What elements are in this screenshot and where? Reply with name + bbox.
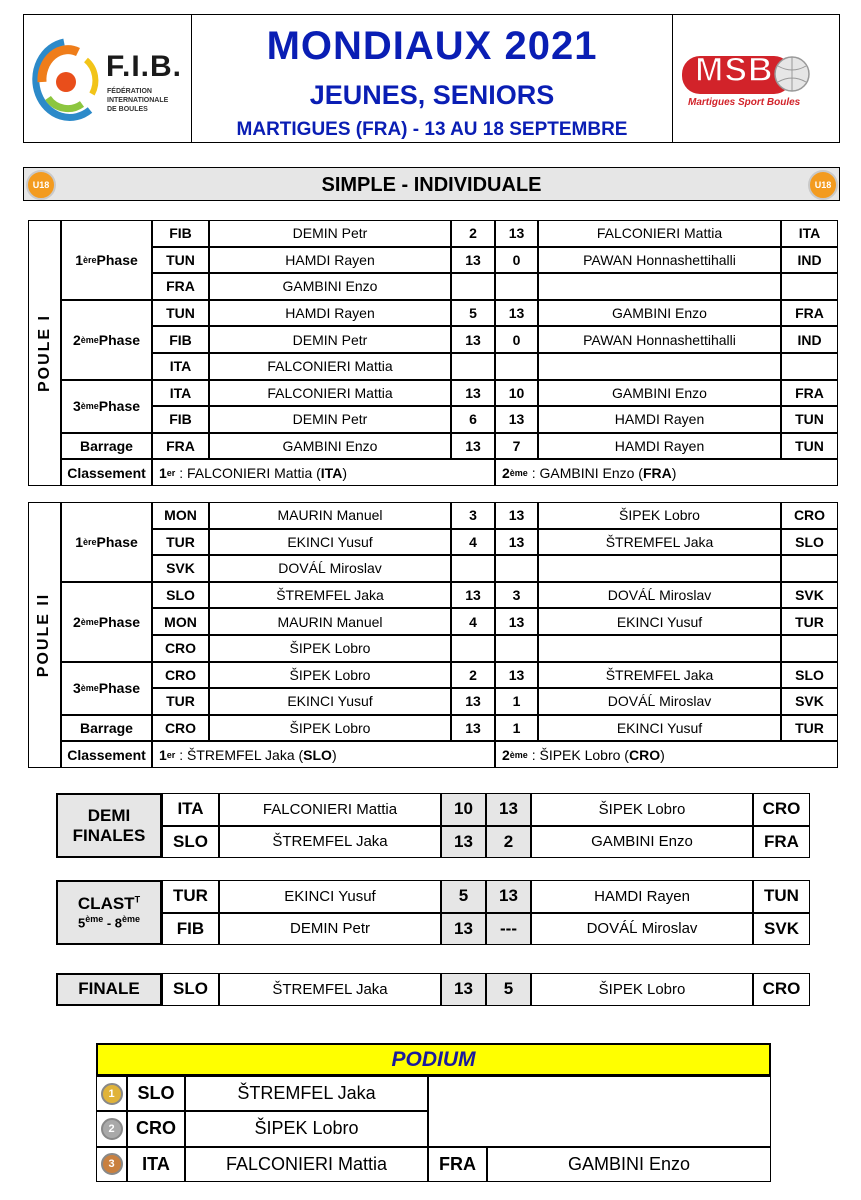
match-country-right: SVK [781,582,838,609]
match-player-left: DOVÁĹ Miroslav [209,555,451,582]
match-player-left: DEMIN Petr [209,326,451,353]
match-score-right [495,635,538,662]
match-score-right: 13 [495,608,538,635]
fib-emblem-icon [28,38,100,122]
match-player-right: HAMDI Rayen [538,406,781,433]
demi-score-right: 13 [486,793,531,826]
podium-player: ŠTREMFEL Jaka [185,1076,428,1111]
match-player-left: ŠTREMFEL Jaka [209,582,451,609]
clast-score-right: --- [486,913,531,946]
match-player-left: HAMDI Rayen [209,300,451,327]
u18-badge-left: U18 [26,170,56,200]
match-player-left: FALCONIERI Mattia [209,380,451,407]
match-player-right: DOVÁĹ Miroslav [538,582,781,609]
match-score-left: 13 [451,688,495,715]
match-player-right: EKINCI Yusuf [538,608,781,635]
match-country-right: CRO [781,502,838,529]
match-country-left: TUN [152,247,209,274]
demi-score-right: 2 [486,826,531,859]
match-score-left: 5 [451,300,495,327]
match-score-left: 6 [451,406,495,433]
phase-label: 2 ème Phase [61,582,152,662]
match-country-left: SLO [152,582,209,609]
msb-logo-subtext: Martigues Sport Boules [688,97,801,108]
match-score-right: 3 [495,582,538,609]
match-country-right [781,555,838,582]
match-player-left: MAURIN Manuel [209,608,451,635]
demi-player-right: ŠIPEK Lobro [531,793,753,826]
match-country-right: IND [781,326,838,353]
demi-country-right: CRO [753,793,810,826]
match-country-right: FRA [781,300,838,327]
match-player-right: GAMBINI Enzo [538,380,781,407]
match-country-left: ITA [152,380,209,407]
match-country-right: ITA [781,220,838,247]
match-score-right: 13 [495,662,538,689]
finale-player-left: ŠTREMFEL Jaka [219,973,441,1006]
match-country-left: FIB [152,326,209,353]
match-player-right [538,555,781,582]
clast-country-right: SVK [753,913,810,946]
match-score-right: 13 [495,406,538,433]
classement-second: 2 ème : ŠIPEK Lobro ( CRO ) [495,741,838,768]
match-score-right: 13 [495,300,538,327]
match-score-right: 13 [495,502,538,529]
match-player-left: GAMBINI Enzo [209,273,451,300]
medal-cell [96,1111,127,1146]
match-country-left: TUR [152,688,209,715]
match-country-right: SLO [781,529,838,556]
classement-label: Classement [61,459,152,486]
match-score-left: 4 [451,608,495,635]
medal-3-icon: 3 [101,1153,123,1175]
barrage-player-left: GAMBINI Enzo [209,433,451,460]
u18-badge-right: U18 [808,170,838,200]
match-player-right: PAWAN Honnashettihalli [538,247,781,274]
match-score-left: 13 [451,582,495,609]
clast-player-left: DEMIN Petr [219,913,441,946]
match-player-right: PAWAN Honnashettihalli [538,326,781,353]
classement-label: Classement [61,741,152,768]
match-score-left [451,555,495,582]
demi-country-left: ITA [162,793,219,826]
barrage-player-left: ŠIPEK Lobro [209,715,451,742]
match-score-left: 2 [451,662,495,689]
podium-player: GAMBINI Enzo [487,1147,771,1182]
finale-score-right: 5 [486,973,531,1006]
phase-label: 3 ème Phase [61,662,152,715]
match-player-left: DEMIN Petr [209,406,451,433]
match-country-right: TUR [781,608,838,635]
phase-label: 1 ère Phase [61,502,152,582]
clast-label-line1: $CLAST^T$ [77,894,141,914]
match-country-left: ITA [152,353,209,380]
match-score-left [451,635,495,662]
match-score-left: 13 [451,326,495,353]
barrage-score-right: 7 [495,433,538,460]
clast-country-left: TUR [162,880,219,913]
clast-country-left: FIB [162,913,219,946]
barrage-country-right: TUR [781,715,838,742]
match-country-left: TUR [152,529,209,556]
clast-country-right: TUN [753,880,810,913]
poule-label: POULE I [35,313,53,393]
match-score-right: 13 [495,220,538,247]
finale-country-left: SLO [162,973,219,1006]
clast-score-right: 13 [486,880,531,913]
match-player-left: MAURIN Manuel [209,502,451,529]
barrage-player-right: EKINCI Yusuf [538,715,781,742]
barrage-country-right: TUN [781,433,838,460]
match-player-right: FALCONIERI Mattia [538,220,781,247]
demi-player-left: FALCONIERI Mattia [219,793,441,826]
match-score-right [495,273,538,300]
event-location: MARTIGUES (FRA) - 13 AU 18 SEPTEMBRE [236,119,628,140]
match-score-left: 4 [451,529,495,556]
medal-2-icon: 2 [101,1118,123,1140]
phase-label: 3 ème Phase [61,380,152,433]
match-country-left: FRA [152,273,209,300]
match-country-left: SVK [152,555,209,582]
phase-label: 2 ème Phase [61,300,152,380]
match-country-right: SVK [781,688,838,715]
match-country-right: TUN [781,406,838,433]
classement-5-8-label [56,880,162,945]
clast-player-right: DOVÁĹ Miroslav [531,913,753,946]
match-score-right [495,353,538,380]
demi-finales-label [56,793,162,858]
match-player-left: ŠIPEK Lobro [209,662,451,689]
match-player-left: DEMIN Petr [209,220,451,247]
demi-country-right: FRA [753,826,810,859]
barrage-country-left: FRA [152,433,209,460]
match-country-right [781,273,838,300]
match-player-left: EKINCI Yusuf [209,529,451,556]
demi-score-left: 13 [441,826,486,859]
poule-label-cell [28,220,61,486]
match-player-right: GAMBINI Enzo [538,300,781,327]
medal-cell [96,1076,127,1111]
match-country-left: MON [152,608,209,635]
phase-label: 1 ère Phase [61,220,152,300]
match-country-right [781,353,838,380]
match-player-right: ŠTREMFEL Jaka [538,662,781,689]
match-player-left: FALCONIERI Mattia [209,353,451,380]
barrage-score-right: 1 [495,715,538,742]
match-country-left: CRO [152,662,209,689]
match-player-right: ŠIPEK Lobro [538,502,781,529]
classement-first: 1 er : FALCONIERI Mattia ( ITA ) [152,459,495,486]
match-player-right [538,273,781,300]
podium-title: PODIUM [96,1043,771,1076]
clast-score-left: 5 [441,880,486,913]
podium-country: FRA [428,1147,487,1182]
match-country-left: FIB [152,406,209,433]
match-score-left: 13 [451,247,495,274]
match-country-right [781,635,838,662]
demi-player-right: GAMBINI Enzo [531,826,753,859]
demi-score-left: 10 [441,793,486,826]
match-score-left [451,273,495,300]
podium-player: FALCONIERI Mattia [185,1147,428,1182]
finale-score-left: 13 [441,973,486,1006]
demi-country-left: SLO [162,826,219,859]
demi-label-line1: DEMI [87,805,131,825]
match-score-left: 13 [451,380,495,407]
match-score-right: 0 [495,247,538,274]
match-country-left: MON [152,502,209,529]
podium-country: SLO [127,1076,185,1111]
clast-player-left: EKINCI Yusuf [219,880,441,913]
match-country-right: FRA [781,380,838,407]
medal-cell [96,1147,127,1182]
match-score-left: 3 [451,502,495,529]
match-player-right [538,353,781,380]
barrage-player-right: HAMDI Rayen [538,433,781,460]
match-country-left: FIB [152,220,209,247]
barrage-score-left: 13 [451,715,495,742]
match-score-left: 2 [451,220,495,247]
match-player-left: EKINCI Yusuf [209,688,451,715]
finale-country-right: CRO [753,973,810,1006]
match-player-right [538,635,781,662]
poule-label: POULE II [35,592,53,678]
finale-label: FINALE [56,973,162,1006]
demi-label-line2: FINALES [72,825,146,845]
podium-empty-cell [428,1076,771,1147]
poule-label-cell [28,502,61,768]
match-score-left [451,353,495,380]
match-player-left: HAMDI Rayen [209,247,451,274]
fib-logo-subtext: FÉDÉRATION INTERNATIONALE DE BOULES [107,88,169,113]
barrage-label: Barrage [61,715,152,742]
match-player-right: ŠTREMFEL Jaka [538,529,781,556]
match-country-left: TUN [152,300,209,327]
fib-logo-text: F.I.B. [106,50,183,83]
match-country-right: SLO [781,662,838,689]
match-country-right: IND [781,247,838,274]
match-score-right: 0 [495,326,538,353]
match-score-right: 13 [495,529,538,556]
classement-first: 1 er : ŠTREMFEL Jaka ( SLO ) [152,741,495,768]
match-country-left: CRO [152,635,209,662]
podium-player: ŠIPEK Lobro [185,1111,428,1146]
barrage-label: Barrage [61,433,152,460]
finale-player-right: ŠIPEK Lobro [531,973,753,1006]
barrage-score-left: 13 [451,433,495,460]
classement-second: 2 ème : GAMBINI Enzo ( FRA ) [495,459,838,486]
msb-logo-text: MSB [695,51,774,89]
section-title: SIMPLE - INDIVIDUALE [321,174,542,196]
page-title: MONDIAUX 2021 [266,24,598,68]
demi-player-left: ŠTREMFEL Jaka [219,826,441,859]
match-score-right: 1 [495,688,538,715]
medal-1-icon: 1 [101,1083,123,1105]
clast-score-left: 13 [441,913,486,946]
page-subtitle: JEUNES, SENIORS [309,80,555,110]
podium-country: CRO [127,1111,185,1146]
clast-player-right: HAMDI Rayen [531,880,753,913]
match-player-right: DOVÁĹ Miroslav [538,688,781,715]
barrage-country-left: CRO [152,715,209,742]
podium-country: ITA [127,1147,185,1182]
match-player-left: ŠIPEK Lobro [209,635,451,662]
clast-label-line2: 5ème - 8ème [77,914,141,931]
match-score-right [495,555,538,582]
match-score-right: 10 [495,380,538,407]
